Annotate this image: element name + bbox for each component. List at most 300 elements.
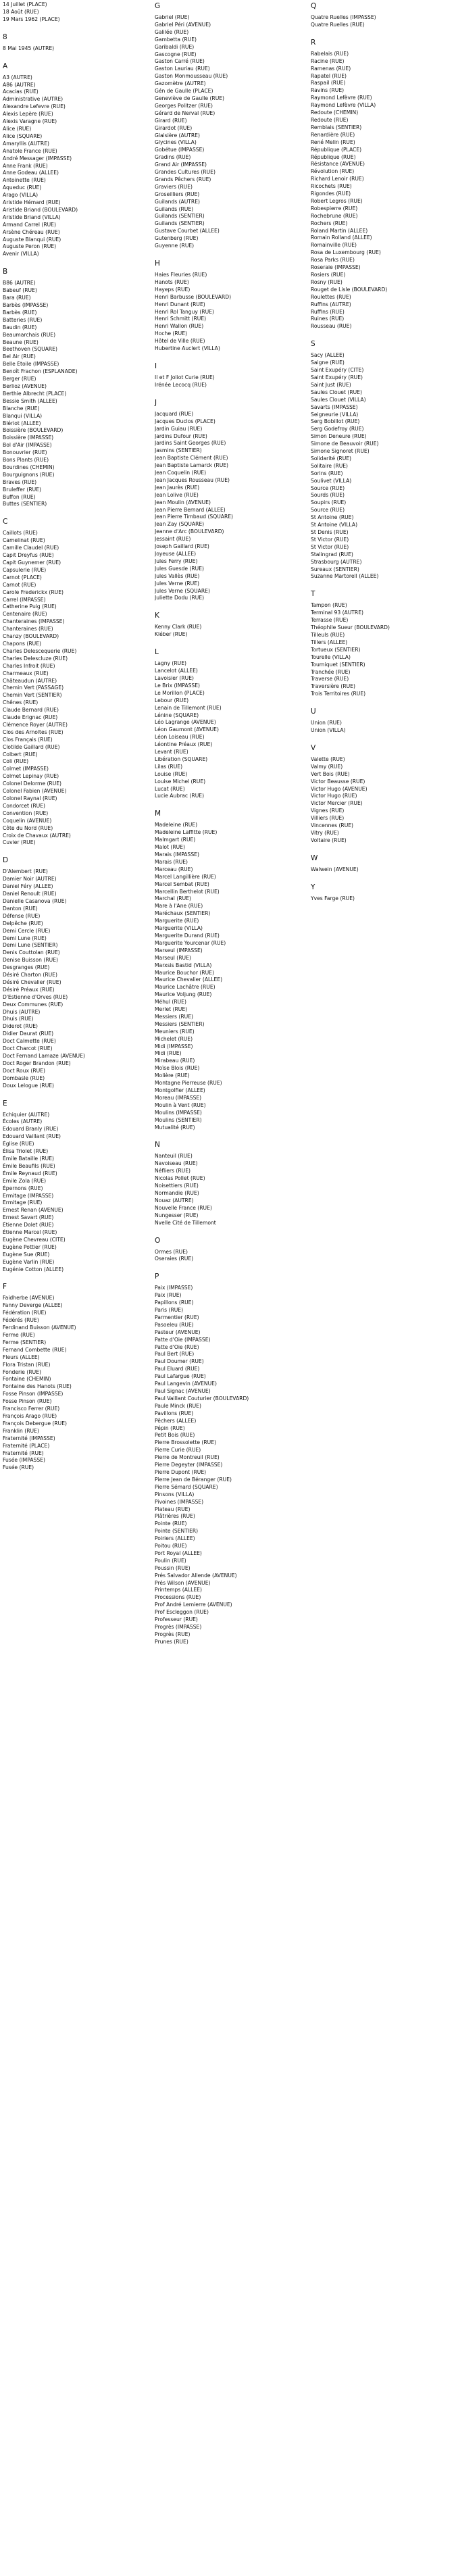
- street-entry: Amaryllis (AUTRE): [3, 140, 49, 147]
- street-entry: Fontaine des Hanots (RUE): [3, 1383, 72, 1390]
- street-entry: Traverse (RUE): [311, 676, 349, 683]
- street-entry: Valmy (RUE): [311, 763, 343, 770]
- street-entry: Maurice Lachâtre (RUE): [155, 984, 216, 991]
- street-entry: Printemps (ALLEE): [155, 1587, 202, 1593]
- street-entry: Gustave Courbet (ALLEE): [155, 228, 220, 234]
- street-entry: Montgolfier (ALLEE): [155, 1087, 205, 1093]
- street-entry: Bruleffer (RUE): [3, 486, 41, 493]
- street-entry: Il et F Joliot Curie (RUE): [155, 374, 215, 380]
- street-entry: Guilands (AUTRE): [155, 198, 200, 205]
- street-entry: Pasteur (AVENUE): [155, 1329, 201, 1335]
- street-entry: Bons Plants (RUE): [3, 457, 49, 464]
- street-entry: Renardière (RUE): [311, 131, 355, 138]
- street-entry: Serg Bobillot (RUE): [311, 418, 360, 425]
- street-entry: Glycines (VILLA): [155, 139, 197, 146]
- street-entry: Colmet Lepinay (RUE): [3, 773, 59, 780]
- street-entry: Jules Verne (RUE): [155, 580, 199, 587]
- street-entry: Doct Roux (RUE): [3, 1067, 45, 1074]
- street-entry: 18 Août (RUE): [3, 8, 39, 15]
- street-entry: André Messager (IMPASSE): [3, 155, 72, 162]
- street-entry: Poulin (RUE): [155, 1557, 186, 1564]
- street-entry: Sureaux (SENTIER): [311, 566, 359, 572]
- street-entry: Jean Baptiste Lamarck (RUE): [155, 462, 229, 469]
- street-entry: Irénée Lecocq (RUE): [155, 381, 207, 388]
- street-entry: St Victor (RUE): [311, 543, 349, 550]
- street-entry: Gascogne (RUE): [155, 51, 197, 57]
- street-entry: Parmentier (RUE): [155, 1314, 199, 1320]
- street-entry: Auguste Peron (RUE): [3, 243, 57, 250]
- street-entry: Léo Lagrange (AVENUE): [155, 719, 216, 726]
- street-entry: Désiré Préaux (RUE): [3, 986, 55, 993]
- street-entry: Saules Clouet (RUE): [311, 389, 362, 395]
- street-entry: Saules Clouet (VILLA): [311, 396, 366, 403]
- street-entry: Strasbourg (AUTRE): [311, 558, 362, 565]
- street-entry: Clos Français (RUE): [3, 736, 53, 743]
- street-entry: Pierre Dupont (RUE): [155, 1468, 207, 1475]
- street-entry: Hayeps (RUE): [155, 286, 191, 293]
- index-column: [155, 1, 311, 1655]
- street-entry: Valette (RUE): [311, 756, 345, 762]
- street-entry: Doux Lelogue (RUE): [3, 1082, 55, 1089]
- letter-section: [155, 398, 311, 603]
- street-entry: Plâtrières (RUE): [155, 1513, 195, 1520]
- street-entry: Jean Baptiste Clément (RUE): [155, 455, 228, 462]
- street-entry: Rosny (RUE): [311, 278, 343, 285]
- street-entry: Paul Lafargue (RUE): [155, 1373, 206, 1380]
- street-entry: Aristide Briand (VILLA): [3, 214, 61, 220]
- street-entry: Hanots (RUE): [155, 278, 189, 285]
- street-entry: Lenain de Tillemont (RUE): [155, 704, 222, 711]
- street-entry: Buttes (SENTIER): [3, 501, 47, 507]
- street-entry: Marcel Langillière (RUE): [155, 873, 216, 880]
- street-entry: Auguste Blanqui (RUE): [3, 236, 61, 243]
- street-entry: Rabelais (RUE): [311, 50, 349, 57]
- street-entry: Progrès (RUE): [155, 1631, 191, 1637]
- street-entry: Eugène Chevreau (CITE): [3, 1236, 66, 1243]
- street-entry: 14 Juillet (PLACE): [3, 1, 47, 7]
- section-letter-heading: V: [311, 743, 316, 752]
- street-entry: Benoît Frachon (ESPLANADE): [3, 368, 78, 375]
- street-entry: Paul Doumer (RUE): [155, 1358, 204, 1365]
- street-entry: Pierre Degeyter (IMPASSE): [155, 1462, 223, 1468]
- street-entry: Moïse Blois (RUE): [155, 1065, 200, 1072]
- street-entry: Colmet (IMPASSE): [3, 766, 49, 772]
- section-letter-heading: I: [155, 362, 157, 370]
- street-entry: Rigondes (RUE): [311, 191, 351, 197]
- street-entry: Marseul (RUE): [155, 954, 191, 961]
- street-entry: Gambetta (RUE): [155, 36, 197, 43]
- street-entry: Meuniers (RUE): [155, 1028, 195, 1035]
- street-entry: Marguerite (VILLA): [155, 925, 203, 932]
- street-entry: Claude Erignac (RUE): [3, 714, 58, 721]
- street-entry: Chemin Vert (SENTIER): [3, 692, 62, 699]
- street-entry: Lagny (RUE): [155, 660, 186, 667]
- street-entry: Doct Roger Brandon (RUE): [3, 1060, 71, 1066]
- street-entry: Girard (RUE): [155, 117, 187, 124]
- section-letter-heading: W: [311, 853, 318, 862]
- street-entry: Catherine Puig (RUE): [3, 603, 57, 610]
- street-entry: Redoute (CHEMIN): [311, 109, 359, 116]
- street-entry: 19 Mars 1962 (PLACE): [3, 16, 60, 22]
- street-entry: Ramenas (RUE): [311, 65, 351, 72]
- street-entry: Rochebrune (RUE): [311, 212, 358, 219]
- street-entry: Le Morillon (PLACE): [155, 689, 205, 696]
- street-entry: Richard Lenoir (RUE): [311, 176, 364, 182]
- street-entry: Berlioz (AVENUE): [3, 382, 47, 389]
- street-entry: Fraternité (IMPASSE): [3, 1435, 55, 1441]
- street-entry: Élisa Triolet (RUE): [3, 1148, 49, 1155]
- letter-section: [155, 1, 311, 250]
- street-entry: Walwein (AVENUE): [311, 866, 359, 872]
- street-entry: Francisco Ferrer (RUE): [3, 1406, 60, 1412]
- street-entry: Aristide Hémard (RUE): [3, 199, 61, 206]
- street-entry: Épernons (RUE): [3, 1185, 43, 1191]
- street-entry: Henri Dunant (RUE): [155, 301, 205, 307]
- street-entry: Mutualité (RUE): [155, 1124, 195, 1131]
- street-entry: Étienne Dolet (RUE): [3, 1222, 54, 1229]
- street-entry: Tilleuls (RUE): [311, 631, 345, 638]
- street-entry: Pivoines (IMPASSE): [155, 1498, 204, 1505]
- street-entry: St Antoine (VILLA): [311, 522, 358, 528]
- letter-section: [311, 339, 456, 580]
- street-entry: Avenir (VILLA): [3, 251, 39, 257]
- street-entry: Prés Salvador Allende (AVENUE): [155, 1572, 237, 1579]
- street-entry: Soupirs (RUE): [311, 499, 347, 506]
- street-entry: République (PLACE): [311, 146, 362, 153]
- street-entry: Rapatel (RUE): [311, 72, 347, 79]
- street-entry: Coquelin (AVENUE): [3, 817, 52, 824]
- street-entry: Dhuis (AUTRE): [3, 1008, 41, 1015]
- street-entry: Tortueux (SENTIER): [311, 646, 361, 653]
- street-entry: Camille Claudel (RUE): [3, 545, 59, 551]
- street-entry: Émile Beaufils (RUE): [3, 1162, 55, 1169]
- street-entry: Cuvier (RUE): [3, 839, 36, 846]
- street-entry: Port Royal (ALLEE): [155, 1550, 202, 1556]
- street-entry: Flora Tristan (RUE): [3, 1361, 51, 1368]
- street-entry: Ernest Renan (AVENUE): [3, 1207, 64, 1214]
- street-entry: Nanteuil (RUE): [155, 1153, 193, 1160]
- street-entry: Groseilliers (RUE): [155, 191, 200, 197]
- letter-section: [155, 362, 311, 389]
- street-entry: Savarts (IMPASSE): [311, 403, 358, 410]
- street-entry: Carnot (RUE): [3, 581, 36, 588]
- street-entry: Kléber (RUE): [155, 631, 188, 638]
- street-entry: Jessaint (RUE): [155, 536, 191, 543]
- street-entry: Joyeuse (ALLEE): [155, 551, 197, 557]
- street-entry: Moulins (SENTIER): [155, 1116, 202, 1123]
- street-entry: Roulettes (RUE): [311, 293, 351, 300]
- street-entry: Poiriers (ALLEE): [155, 1535, 195, 1542]
- street-entry: Anatole France (RUE): [3, 147, 57, 154]
- street-entry: Gaston Monmousseau (RUE): [155, 73, 228, 80]
- street-entry: Méhul (RUE): [155, 999, 186, 1006]
- street-entry: Juliette Dodu (RUE): [155, 595, 205, 601]
- street-entry: A86 (AUTRE): [3, 81, 36, 88]
- street-entry: Denis Couttolan (RUE): [3, 949, 60, 956]
- street-entry: Rochers (RUE): [311, 220, 348, 226]
- street-entry: Jean Pierre Bernard (ALLEE): [155, 506, 226, 513]
- street-entry: Anne Godeau (ALLEE): [3, 170, 59, 176]
- letter-section: [311, 743, 456, 845]
- street-entry: Nungesser (RUE): [155, 1212, 199, 1218]
- street-entry: Carnot (PLACE): [3, 574, 42, 580]
- street-entry: Danton (RUE): [3, 905, 38, 912]
- street-entry: Prés Wilson (AVENUE): [155, 1579, 211, 1586]
- street-entry: Vitry (RUE): [311, 830, 339, 836]
- street-entry: Daniel Renoult (RUE): [3, 891, 57, 897]
- street-entry: Mirabeau (RUE): [155, 1058, 195, 1064]
- street-entry: Jean Pierre Timbaud (SQUARE): [155, 514, 233, 520]
- street-entry: Saint Exupéry (CITE): [311, 367, 364, 374]
- street-entry: Redoute (RUE): [311, 116, 349, 123]
- street-entry: Prof André Lemierre (AVENUE): [155, 1602, 232, 1608]
- street-entry: Girardot (RUE): [155, 124, 193, 131]
- street-entry: Ernest Savart (RUE): [3, 1214, 54, 1221]
- street-entry: Maurice Voljung (RUE): [155, 991, 212, 998]
- street-entry: Clémence Royer (AUTRE): [3, 721, 68, 728]
- street-entry: François Arago (RUE): [3, 1412, 57, 1419]
- street-entry: Désiré Charton (RUE): [3, 972, 57, 979]
- street-entry: Eugène Sue (RUE): [3, 1251, 50, 1258]
- letter-section: [311, 853, 456, 874]
- street-entry: Marguerite Yourcenar (RUE): [155, 939, 226, 946]
- letter-section: [155, 647, 311, 800]
- street-entry: Ermitage (IMPASSE): [3, 1192, 54, 1199]
- street-entry: Merlet (RUE): [155, 1006, 188, 1013]
- street-entry: Défense (RUE): [3, 912, 41, 919]
- street-entry: Aristide Briand (BOULEVARD): [3, 206, 78, 213]
- street-entry: Gabriel Péri (AVENUE): [155, 21, 211, 28]
- street-entry: Trois Territoires (RUE): [311, 691, 366, 697]
- street-entry: Oseraies (RUE): [155, 1256, 194, 1262]
- street-entry: Charles Delescequerie (RUE): [3, 647, 77, 654]
- street-entry: Poitou (RUE): [155, 1543, 187, 1550]
- street-entry: Théophile Sueur (BOULEVARD): [311, 624, 390, 631]
- street-entry: Libération (SQUARE): [155, 756, 208, 762]
- street-entry: Résistance (AVENUE): [311, 161, 365, 168]
- section-letter-heading: B: [3, 268, 8, 276]
- street-entry: Louise (RUE): [155, 770, 188, 777]
- street-entry: Léon Gaumont (AVENUE): [155, 726, 219, 733]
- street-entry: Jasmins (SENTIER): [155, 447, 202, 454]
- street-entry: Colonel Raynal (RUE): [3, 795, 57, 801]
- street-entry: Stalingrad (RUE): [311, 551, 353, 558]
- index-column: [3, 1, 155, 1481]
- street-entry: Fraternité (RUE): [3, 1450, 44, 1456]
- street-entry: Gazomètre (AUTRE): [155, 80, 206, 87]
- street-entry: Fusée (RUE): [3, 1464, 34, 1471]
- street-entry: Berger (RUE): [3, 376, 36, 382]
- street-entry: Traversière (RUE): [311, 683, 355, 690]
- street-entry: Moreau (IMPASSE): [155, 1094, 202, 1101]
- street-entry: Clos des Arnoltes (RUE): [3, 728, 64, 735]
- street-entry: Blanche (RUE): [3, 405, 40, 412]
- street-entry: Navoiseau (RUE): [155, 1160, 198, 1167]
- street-entry: Croix de Chavaux (AUTRE): [3, 832, 71, 839]
- street-entry: Jacquard (RUE): [155, 410, 194, 417]
- street-entry: Gén de Gaulle (PLACE): [155, 88, 213, 95]
- street-entry: Fleurs (ALLEE): [3, 1354, 40, 1360]
- street-entry: Alice (RUE): [3, 125, 32, 132]
- street-entry: Franklin (RUE): [3, 1427, 39, 1434]
- street-entry: Pierre Brossolette (RUE): [155, 1439, 216, 1446]
- street-entry: Marguerite (RUE): [155, 918, 199, 924]
- section-letter-heading: K: [155, 612, 159, 620]
- street-entry: Maréchaux (SENTIER): [155, 910, 211, 917]
- street-entry: Pasoeleu (RUE): [155, 1321, 194, 1328]
- street-entry: Nouvelle France (RUE): [155, 1204, 212, 1211]
- street-entry: Colonel Fabien (AVENUE): [3, 788, 67, 795]
- street-entry: Bessie Smith (ALLEE): [3, 397, 57, 404]
- street-entry: Marais (IMPASSE): [155, 851, 199, 858]
- street-entry: Union (RUE): [311, 720, 342, 726]
- street-entry: Buffon (RUE): [3, 493, 36, 500]
- street-entry: Mare à l'Ane (RUE): [155, 903, 203, 910]
- street-entry: Geneviève de Gaulle (RUE): [155, 95, 225, 101]
- street-entry: Gradins (RUE): [155, 154, 191, 161]
- street-entry: Paix (RUE): [155, 1292, 182, 1299]
- street-entry: Berthie Albrecht (PLACE): [3, 390, 67, 397]
- street-entry: Jardins Dufour (RUE): [155, 432, 207, 439]
- street-entry: Bourguignons (RUE): [3, 471, 55, 478]
- street-entry: Henri Schmitt (RUE): [155, 316, 207, 322]
- street-entry: Rosa de Luxembourg (RUE): [311, 249, 381, 256]
- street-entry: Batteries (RUE): [3, 316, 43, 323]
- street-entry: Quatre Ruelles (RUE): [311, 21, 365, 28]
- street-entry: Doct Calmette (RUE): [3, 1038, 56, 1045]
- street-entry: Sorins (RUE): [311, 470, 343, 476]
- street-entry: Source (RUE): [311, 507, 345, 514]
- street-entry: Barbès (RUE): [3, 309, 37, 316]
- street-entry: Beaumarchais (RUE): [3, 331, 56, 338]
- street-entry: Didier Daurat (RUE): [3, 1031, 54, 1037]
- street-entry: Jules Verne (SQUARE): [155, 587, 210, 594]
- street-entry: Jules Ferry (RUE): [155, 558, 198, 564]
- street-entry: Molière (RUE): [155, 1072, 190, 1079]
- street-entry: Guilands (RUE): [155, 205, 194, 212]
- street-entry: Jules Guesde (RUE): [155, 565, 204, 572]
- street-entry: Galilée (RUE): [155, 28, 189, 35]
- street-entry: Victor Mercier (RUE): [311, 800, 363, 807]
- street-entry: Émile Bataille (RUE): [3, 1155, 54, 1162]
- street-entry: Capsulerie (RUE): [3, 566, 47, 573]
- section-letter-heading: A: [3, 61, 8, 70]
- index-column: [311, 1, 456, 912]
- street-entry: René Melin (RUE): [311, 139, 355, 145]
- street-entry: Ermitage (RUE): [3, 1199, 43, 1206]
- section-letter-heading: R: [311, 38, 316, 47]
- street-entry: Ferdinand Buisson (AVENUE): [3, 1324, 76, 1331]
- street-entry: Guilands (SENTIER): [155, 213, 205, 220]
- street-entry: Eugène Varlin (RUE): [3, 1258, 55, 1265]
- street-entry: Sourds (RUE): [311, 492, 345, 499]
- street-entry: Rosiers (RUE): [311, 272, 346, 278]
- street-entry: Delpêche (RUE): [3, 920, 43, 926]
- street-entry: Union (VILLA): [311, 727, 346, 734]
- street-entry: Marguerite Durand (RUE): [155, 932, 220, 939]
- street-entry: Baudin (RUE): [3, 324, 37, 330]
- street-entry: Romain Rolland (ALLEE): [311, 234, 372, 241]
- street-entry: Fanny Deverge (ALLEE): [3, 1302, 63, 1309]
- street-entry: Ferme (RUE): [3, 1332, 35, 1338]
- letter-section: [3, 856, 155, 1089]
- street-entry: Lilas (RUE): [155, 763, 183, 770]
- street-entry: Normandie (RUE): [155, 1189, 199, 1196]
- street-entry: Marchal (RUE): [155, 895, 191, 902]
- street-entry: Vert Bois (RUE): [311, 770, 350, 777]
- street-entry: Babeuf (RUE): [3, 287, 37, 294]
- street-entry: Charles Delescluze (RUE): [3, 655, 68, 662]
- letter-section: [155, 1272, 311, 1645]
- letter-section: [3, 1282, 155, 1472]
- street-entry: Grand Air (IMPASSE): [155, 162, 207, 168]
- street-entry: Bel Air (RUE): [3, 353, 36, 360]
- street-entry: Gérard de Nerval (RUE): [155, 109, 216, 116]
- street-entry: Jean Jacques Rousseau (RUE): [155, 476, 230, 483]
- street-entry: Bourdines (CHEMIN): [3, 464, 55, 470]
- street-entry: Guyenne (RUE): [155, 243, 195, 249]
- street-entry: Solitaire (RUE): [311, 462, 349, 469]
- street-entry: Fosse Pinson (RUE): [3, 1398, 52, 1405]
- street-entry: Condorcet (RUE): [3, 802, 45, 809]
- street-entry: Armand Carrel (RUE): [3, 221, 56, 228]
- street-entry: A3 (AUTRE): [3, 74, 32, 80]
- street-entry: Edouard Branly (RUE): [3, 1126, 59, 1133]
- street-entry: Camelinat (RUE): [3, 537, 45, 544]
- street-entry: Colbert (RUE): [3, 751, 38, 758]
- street-entry: Louise Michel (RUE): [155, 778, 206, 785]
- letter-section: [311, 707, 456, 735]
- street-entry: Ravins (RUE): [311, 87, 345, 94]
- street-entry: Jacques Duclos (PLACE): [155, 418, 216, 424]
- street-entry: Paul Signac (AVENUE): [155, 1388, 211, 1394]
- street-entry: Faidherbe (AVENUE): [3, 1295, 55, 1302]
- street-entry: Ricochets (RUE): [311, 183, 352, 190]
- street-entry: Simone Signoret (RUE): [311, 448, 370, 455]
- street-entry: Garibaldi (RUE): [155, 43, 195, 50]
- street-entry: Marseul (IMPASSE): [155, 947, 203, 953]
- street-entry: Remblais (SENTIER): [311, 124, 362, 130]
- street-entry: Deux Communes (RUE): [3, 1001, 64, 1008]
- street-entry: Processions (RUE): [155, 1594, 201, 1601]
- street-entry: Antoinette (RUE): [3, 177, 46, 184]
- street-entry: Pierre Sémard (SQUARE): [155, 1483, 218, 1490]
- street-entry: Pointe (SENTIER): [155, 1528, 199, 1535]
- street-entry: Alexandre Lefevre (RUE): [3, 103, 66, 110]
- letter-section: [311, 38, 456, 330]
- street-entry: Rousseau (RUE): [311, 323, 352, 330]
- street-entry: Jean Zay (SQUARE): [155, 521, 205, 528]
- street-entry: Chapons (RUE): [3, 640, 41, 647]
- street-entry: Edouard Vaillant (RUE): [3, 1133, 61, 1140]
- street-entry: Carole Frederickx (RUE): [3, 589, 64, 595]
- street-entry: Papillons (RUE): [155, 1299, 194, 1306]
- street-entry: Gobétue (IMPASSE): [155, 147, 205, 153]
- street-entry: Émile Zola (RUE): [3, 1177, 47, 1184]
- street-entry: Ruines (RUE): [311, 316, 345, 322]
- street-entry: Tampon (RUE): [311, 602, 347, 609]
- street-entry: Jardin Guiau (RUE): [155, 425, 203, 432]
- street-entry: Gutenberg (RUE): [155, 235, 199, 242]
- street-entry: Chemin Vert (PASSAGE): [3, 685, 64, 691]
- street-entry: 8 Mai 1945 (AUTRE): [3, 45, 55, 51]
- letter-section: [3, 61, 155, 259]
- street-entry: B86 (AUTRE): [3, 280, 36, 287]
- letter-section: [155, 611, 311, 639]
- street-entry: Saigne (RUE): [311, 360, 345, 366]
- street-entry: Alexis Varagne (RUE): [3, 118, 57, 125]
- street-entry: Malmgart (RUE): [155, 837, 196, 843]
